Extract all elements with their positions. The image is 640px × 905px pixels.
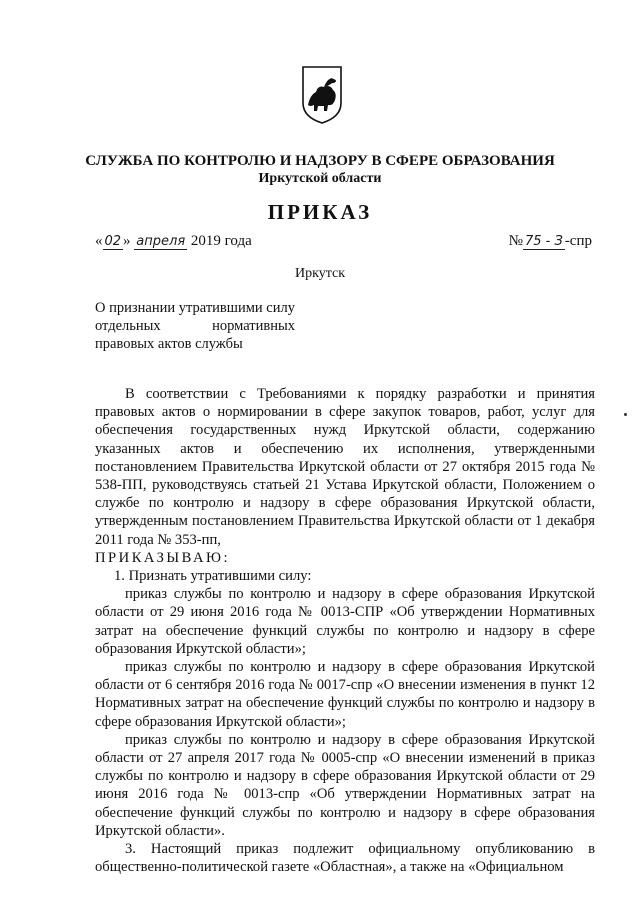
order-word: ПРИКАЗЫВАЮ: — [95, 549, 231, 566]
document-subject: О признании утратившими силу отдельных нормативных правовых актов службы — [95, 300, 295, 352]
agency-region: Иркутской области — [258, 171, 382, 186]
city-name: Иркутск — [294, 266, 346, 281]
document-date — [95, 233, 252, 250]
coat-of-arms-icon — [300, 65, 344, 125]
document-body — [95, 385, 595, 876]
number-prefix: № — [508, 233, 523, 249]
agency-name: СЛУЖБА ПО КОНТРОЛЮ И НАДЗОРУ В СФЕРЕ ОБРАЗОВАНИЯ — [85, 153, 555, 169]
date-year: 2019 года — [190, 233, 252, 249]
number-suffix: -спр — [564, 233, 592, 249]
number-value: 75 - З — [524, 234, 563, 249]
order-item-3: 3. Настоящий приказ подлежит официальному опубликованию в общественно-политической газете «Областная», а также на «Официальном — [95, 841, 595, 876]
order-item-1: 1. Признать утратившими силу: — [114, 568, 312, 585]
document-number — [509, 233, 592, 250]
date-open-quote: « — [95, 233, 103, 249]
repealed-order-3: приказ службы по контролю и надзору в сфере образования Иркутской области от 27 апреля 2017 года № 0005-спр «О внесении изменений в приказ службы по контролю и надзору в сфере образования Иркутской области от 29 июня 2016 года № 0013-спр «Об утверждении Нормативных затрат на обеспечение функций службы по контролю и надзору в сфере образования Иркутской области». — [95, 731, 595, 839]
preamble-paragraph: В соответствии с Требованиями к порядку разработки и принятия правовых актов о нормировании в сфере закупок товаров, работ, услуг для обеспечения государственных нужд Иркутской области, содержанию указанных актов и обеспечению их исполнения, утвержденными постановлением Правительства Иркутской области от 27 октября 2015 года № 538-ПП, руководствуясь статьей 21 Устава Иркутской области, Положением о службе по контролю и надзору в сфере образования Иркутской области, утвержденным постановлением Правительства Иркутской области от 1 декабря 2011 года № 353-пп, — [95, 386, 595, 548]
date-month: апреля — [136, 234, 186, 249]
date-day: 02 — [104, 234, 122, 249]
agency-header — [0, 152, 640, 188]
document-type-title: ПРИКАЗ — [267, 200, 373, 224]
repealed-order-1: приказ службы по контролю и надзору в сфере образования Иркутской области от 29 июня 2016 года № 0013-СПР «Об утверждении Нормативных затрат на обеспечение функций службы по контролю и надзору в сфере образования Иркутской области»; — [95, 586, 595, 657]
scan-speck — [624, 413, 627, 416]
repealed-order-2: приказ службы по контролю и надзору в сфере образования Иркутской области от 6 сентября 2016 года № 0017-спр «О внесении изменения в пункт 12 Нормативных затрат на обеспечение функций службы по контролю и надзору в сфере образования Иркутской области»; — [95, 659, 595, 730]
date-close-quote: » — [123, 233, 131, 249]
